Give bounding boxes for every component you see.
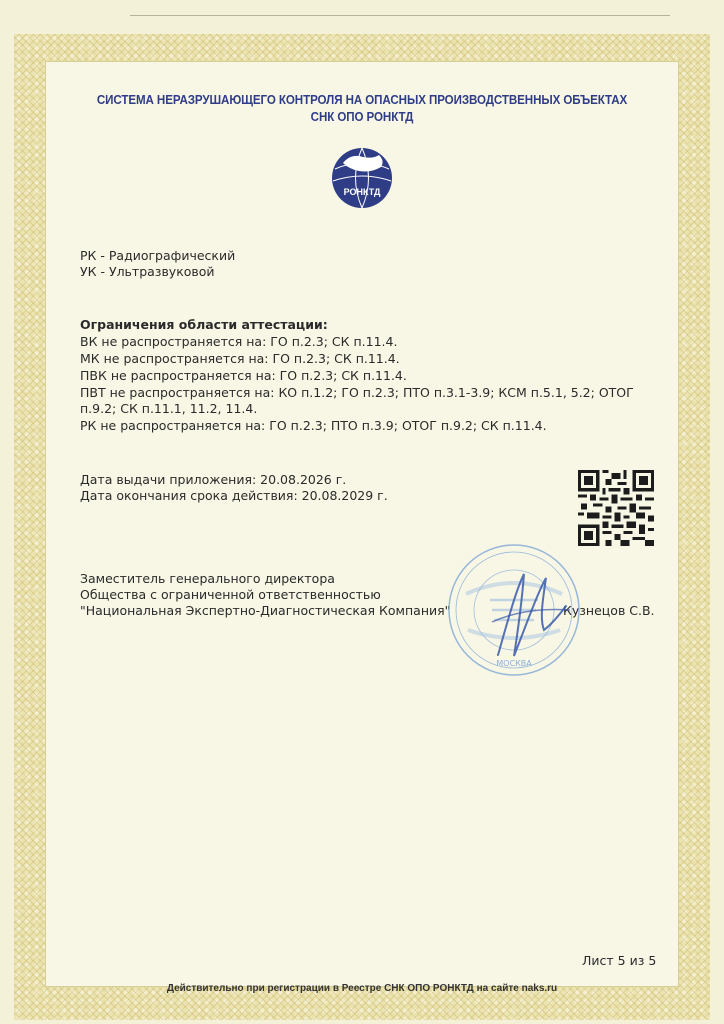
restrictions-heading: Ограничения области аттестации:: [80, 317, 328, 332]
qr-code-icon: [578, 470, 654, 546]
restriction-line: РК не распространяется на: ГО п.2.3; ПТО п.3.9; ОТОГ п.9.2; СК п.11.4.: [80, 418, 547, 433]
restriction-line: ВК не распространяется на: ГО п.2.3; СК п.11.4.: [80, 334, 398, 349]
stamp-city: МОСКВА: [496, 659, 532, 668]
signatory-position: Заместитель генерального директора: [80, 571, 335, 586]
expiry-date: Дата окончания срока действия: 20.08.2029 г.: [80, 488, 388, 503]
registry-notice: Действительно при регистрации в Реестре СНК ОПО РОНКТД на сайте naks.ru: [166, 983, 558, 994]
system-title: СИСТЕМА НЕРАЗРУШАЮЩЕГО КОНТРОЛЯ НА ОПАСНЫХ ПРОИЗВОДСТВЕННЫХ ОБЪЕКТАХ: [96, 93, 628, 107]
top-rule: [130, 15, 670, 16]
restriction-line: ПВТ не распространяется на: КО п.1.2; ГО п.2.3; ПТО п.3.1-3.9; КСМ п.5.1, 5.2; ОТОГ: [80, 385, 634, 400]
signatory-organization-type: Общества с ограниченной ответственностью: [80, 587, 381, 602]
method-uk: УК - Ультразвуковой: [80, 264, 215, 279]
page-number: Лист 5 из 5: [582, 953, 657, 968]
restriction-line: ПВК не распространяется на: ГО п.2.3; СК п.11.4.: [80, 368, 407, 383]
restriction-line: п.9.2; СК п.11.1, 11.2, 11.4.: [80, 401, 258, 416]
logo-text: РОНКТД: [343, 187, 381, 197]
signatory-organization-name: "Национальная Экспертно-Диагностическая Компания": [80, 603, 451, 618]
method-rk: РК - Радиографический: [80, 248, 236, 263]
signatory-name: Кузнецов С.В.: [563, 603, 655, 618]
globe-logo-icon: [331, 143, 393, 213]
handwritten-signature: [478, 560, 578, 670]
issue-date: Дата выдачи приложения: 20.08.2026 г.: [80, 472, 347, 487]
system-abbreviation: СНК ОПО РОНКТД: [310, 110, 414, 124]
restriction-line: МК не распространяется на: ГО п.2.3; СК п.11.4.: [80, 351, 400, 366]
